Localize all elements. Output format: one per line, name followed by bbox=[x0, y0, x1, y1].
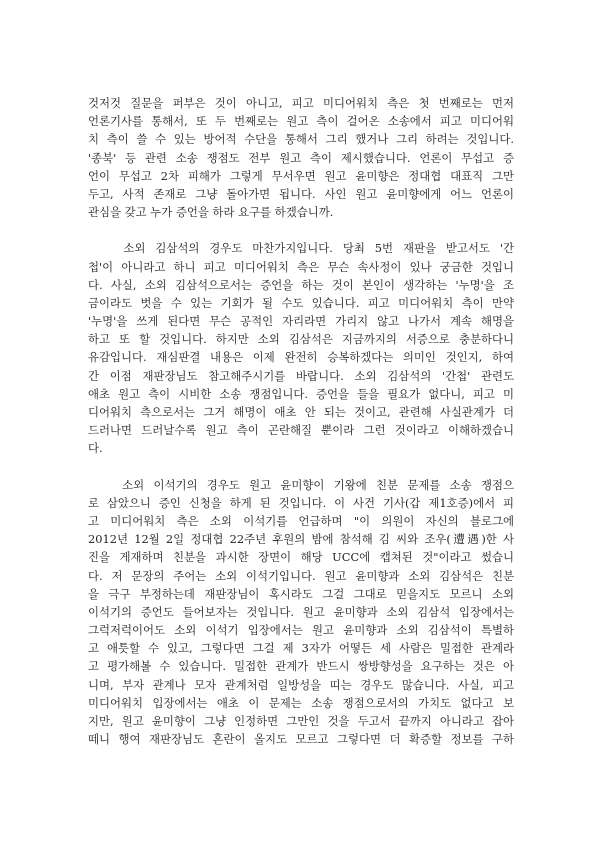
text-line: '종북' 등 관련 소송 쟁점도 전부 원고 측이 제시했습니다. 언론이 무섭고 증 bbox=[88, 150, 514, 165]
text-line: 고 미디어워치 측은 소외 이석기를 언급하며 "이 의원이 자신의 블로그에 bbox=[88, 513, 514, 528]
text-line: '누명'을 쓰게 된다면 무슨 공적인 자리라면 가리지 않고 나가서 계속 해명을 bbox=[88, 314, 514, 329]
text-line: 금이라도 벗을 수 있는 기회가 될 수도 있습니다. 피고 미디어워치 측이 만약 bbox=[88, 295, 514, 310]
text-line: 다. bbox=[88, 441, 103, 456]
text-line: 치 측이 쓸 수 있는 방어적 수단을 통해서 그리 했거나 그리 하려는 것입니다. bbox=[88, 132, 514, 147]
text-line: 2012년 12월 2일 정대협 22주년 후원의 밤에 참석해 김 씨와 조우(遭遇)한 사 bbox=[88, 532, 514, 547]
text-line: 간 이점 재판장님도 참고해주시기를 바랍니다. 소외 김삼석의 '간첩' 관련도 bbox=[88, 368, 514, 383]
document-body bbox=[88, 94, 514, 766]
text-line: 이석기의 증언도 들어보자는 것입니다. 원고 윤미향과 소외 김삼석 입장에서는 bbox=[88, 604, 514, 619]
text-line: 드러나면 드러날수록 원고 측이 곤란해질 뿐이라 그런 것이라고 이해하겠습니 bbox=[88, 423, 514, 438]
text-line: 두고, 사적 존재로 그냥 돌아가면 됩니다. 사인 원고 윤미향에게 어느 언론이 bbox=[88, 186, 514, 201]
text-line: 로 삼았으니 증인 신청을 하게 된 것입니다. 이 사건 기사(갑 제1호증)에서 피 bbox=[88, 495, 514, 510]
text-line: 을 극구 부정하는데 재판장님이 혹시라도 그걸 그대로 믿을지도 모르니 소외 bbox=[88, 586, 514, 601]
text-line: 애초 원고 측이 시비한 소송 쟁점입니다. 증언을 들을 필요가 없다니, 피고 미 bbox=[88, 386, 514, 401]
text-line: 첩'이 아니라고 하니 피고 미디어워치 측은 무슨 속사정이 있나 궁금한 것입니 bbox=[88, 259, 514, 274]
text-line: 소외 이석기의 경우도 원고 윤미향이 기왕에 친분 문제를 소송 쟁점으 bbox=[88, 477, 514, 492]
text-line: 고 애틋할 수 있고, 그렇다면 그걸 제 3자가 어떻든 세 사람은 밀접한 관계라 bbox=[88, 641, 514, 656]
text-line: 고 평가해볼 수 있습니다. 밀접한 관계가 반드시 쌍방향성을 요구하는 것은 아 bbox=[88, 659, 514, 674]
text-line: 니며, 부자 관계나 모자 관계처럼 일방성을 띠는 경우도 많습니다. 사실, 피고 bbox=[88, 677, 514, 692]
text-line: 유감입니다. 재심판결 내용은 이제 완전히 승복하겠다는 의미인 것인지, 하여 bbox=[88, 350, 514, 365]
text-line: 다. 사실, 소외 김삼석으로서는 증언을 하는 것이 본인이 생각하는 '누명'을 조 bbox=[88, 277, 514, 292]
paragraph-2 bbox=[88, 239, 514, 457]
text-line: 디어워치 측으로서는 그거 해명이 애초 안 되는 것이고, 관련해 사실관계가 더 bbox=[88, 405, 514, 419]
text-line: 소외 김삼석의 경우도 마찬가지입니다. 당최 5번 재판을 받고서도 '간 bbox=[88, 241, 514, 256]
text-line: 미디어워치 입장에서는 애초 이 문제는 소송 쟁점으로서의 가치도 없다고 보 bbox=[88, 695, 514, 710]
text-line: 떼니 행여 재판장님도 혼란이 올지도 모르고 그렇다면 더 확증할 정보를 구하 bbox=[88, 732, 514, 747]
text-line: 다. 저 문장의 주어는 소외 이석기입니다. 원고 윤미향과 소외 김삼석은 친분 bbox=[88, 568, 514, 583]
paragraph-1 bbox=[88, 94, 514, 221]
text-line: 것저것 질문을 퍼부은 것이 아니고, 피고 미디어워치 측은 첫 번째로는 먼저 bbox=[88, 96, 514, 110]
paragraph-3 bbox=[88, 476, 514, 749]
text-line: 진을 게재하며 친분을 과시한 장면이 해당 UCC에 캡쳐된 것"이라고 썼습니 bbox=[88, 550, 514, 565]
text-line: 언이 무섭고 2차 피해가 그렇게 무서우면 원고 윤미향은 정대협 대표직 그만 bbox=[88, 168, 514, 183]
text-line: 그럭저럭이어도 소외 이석기 입장에서는 원고 윤미향과 소외 김삼석이 특별하 bbox=[88, 623, 514, 638]
text-line: 하고 또 할 것입니다. 하지만 소외 김삼석은 지금까지의 서증으로 충분하다니 bbox=[88, 332, 514, 347]
text-line: 언론기사를 통해서, 또 두 번째로는 원고 측이 걸어온 소송에서 피고 미디어워 bbox=[88, 114, 514, 129]
text-line: 지만, 원고 윤미향이 그냥 인정하면 그만인 것을 두고서 끝까지 아니라고 잡아 bbox=[88, 714, 514, 728]
text-line: 관심을 갖고 누가 증언을 하라 요구를 하겠습니까. bbox=[88, 205, 334, 220]
